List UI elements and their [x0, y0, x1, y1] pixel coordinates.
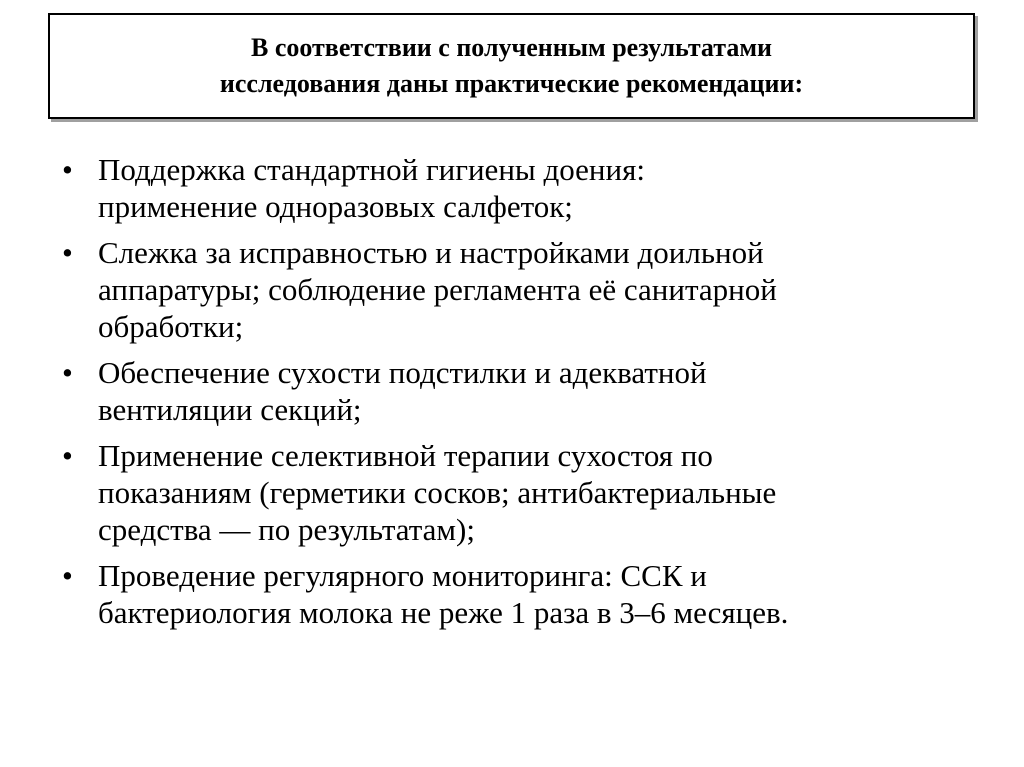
bullet-text-line: аппаратуры; соблюдение регламента её санитарной — [98, 272, 777, 307]
bullet-text-line: обработки; — [98, 309, 244, 344]
title-line-2: исследования даны практические рекомендации: — [219, 69, 804, 98]
bullet-text-line: показаниям (герметики сосков; антибактериальные — [98, 475, 777, 510]
bullet-text-line: Поддержка стандартной гигиены доения: — [98, 152, 645, 187]
bullet-item-equipment — [0, 234, 1024, 345]
bullet-icon: • — [62, 355, 73, 390]
bullet-item-milking-hygiene — [0, 151, 1024, 225]
bullet-text-line: вентиляции секций; — [98, 392, 362, 427]
bullet-text-line: средства — по результатам); — [98, 512, 475, 547]
bullet-item-dry-cow-therapy — [0, 437, 1024, 548]
bullet-text-line: Проведение регулярного мониторинга: ССК и — [98, 558, 707, 593]
bullet-text-line: Обеспечение сухости подстилки и адекватной — [98, 355, 707, 390]
bullet-icon: • — [62, 235, 73, 270]
bullet-text-line: бактериология молока не реже 1 раза в 3–6 месяцев. — [98, 595, 789, 630]
bullet-icon: • — [62, 438, 73, 473]
bullet-text-line: применение одноразовых салфеток; — [98, 189, 573, 224]
bullet-item-monitoring — [0, 557, 1024, 631]
bullet-icon: • — [62, 152, 73, 187]
bullet-list — [0, 151, 1024, 640]
title-box — [48, 13, 975, 119]
title-line-1: В соответствии с полученным результатами — [250, 33, 773, 62]
bullet-text-line: Слежка за исправностью и настройками доильной — [98, 235, 764, 270]
bullet-icon: • — [62, 558, 73, 593]
bullet-text-line: Применение селективной терапии сухостоя по — [98, 438, 713, 473]
bullet-item-bedding — [0, 354, 1024, 428]
